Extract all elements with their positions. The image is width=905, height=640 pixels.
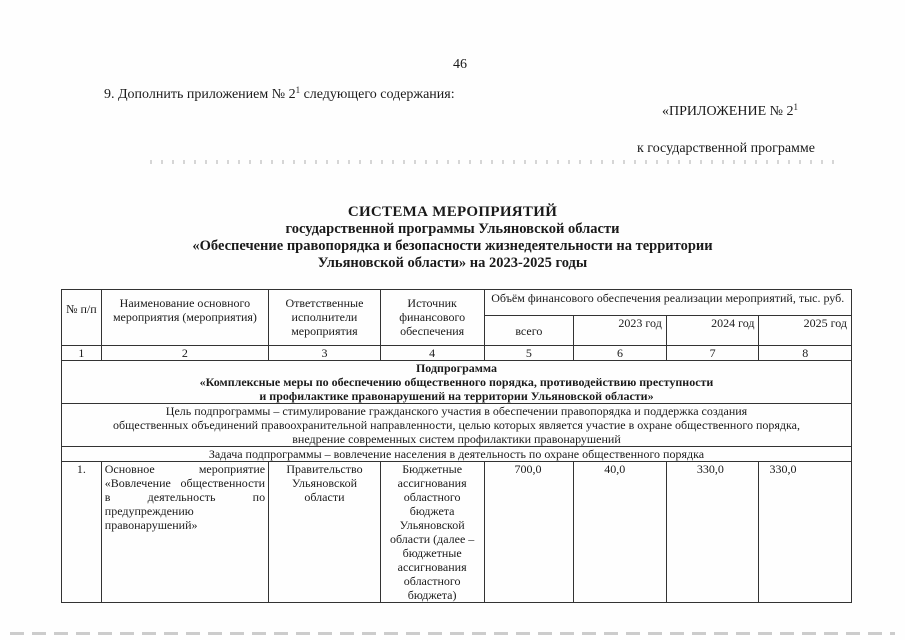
subprogram-goal: Цель подпрограммы – стимулирование гражданского участия в обеспечении правопорядка и поддержка создания общественных объединений правоохранительной направленности, целью которых является участие в охране общественного порядка, внедрение современных систем профилактики правонарушений — [62, 404, 852, 447]
page-number: 46 — [453, 57, 467, 72]
scan-artifact-bottom — [10, 632, 895, 635]
header-responsible: Ответственные исполнители мероприятия — [269, 290, 381, 346]
colnum-1: 1 — [62, 346, 102, 361]
colnum-2: 2 — [101, 346, 268, 361]
row-num: 1. — [62, 462, 102, 603]
measures-table — [61, 289, 852, 603]
colnum-5: 5 — [484, 346, 574, 361]
header-name: Наименование основного мероприятия (мероприятия) — [101, 290, 268, 346]
goal-row — [62, 404, 852, 447]
row-source: Бюджетные ассигнования областного бюджета Ульяновской области (далее – бюджетные ассигнования областного бюджета) — [380, 462, 484, 603]
appendix-label: «ПРИЛОЖЕНИЕ № $2^1$ — [662, 102, 798, 119]
header-2024: 2024 год — [666, 316, 759, 346]
table-row — [62, 462, 852, 603]
document-title: СИСТЕМА МЕРОПРИЯТИЙ государственной программы Ульяновской области «Обеспечение правопорядка и безопасности жизнедеятельности на территории Ульяновской области» на 2023-2025 годы — [192, 204, 713, 271]
scan-artifact — [150, 160, 840, 164]
task-row — [62, 447, 852, 462]
row-2025: 330,0 — [759, 462, 852, 603]
subprogram-title: Подпрограмма «Комплексные меры по обеспечению общественного порядка, противодействию преступности и профилактике правонарушений на территории Ульяновской области» — [62, 361, 852, 404]
subprogram-task: Задача подпрограммы – вовлечение населения в деятельность по охране общественного порядка — [62, 447, 852, 462]
colnum-7: 7 — [666, 346, 759, 361]
header-source: Источник финансового обеспечения — [380, 290, 484, 346]
appendix-subtitle: к государственной программе — [637, 141, 815, 156]
header-financing: Объём финансового обеспечения реализации мероприятий, тыс. руб. — [484, 290, 852, 316]
header-num: № п/п — [62, 290, 102, 346]
row-name: Основное мероприятие «Вовлечение общественности в деятельность по предупреждению правонарушений» — [101, 462, 268, 603]
colnum-8: 8 — [759, 346, 852, 361]
row-2023: 40,0 — [574, 462, 667, 603]
header-total: всего — [484, 316, 574, 346]
colnum-4: 4 — [380, 346, 484, 361]
colnum-3: 3 — [269, 346, 381, 361]
subprogram-row — [62, 361, 852, 404]
instruction-text: 9. Дополнить приложением № $2^1$ следующего содержания: — [104, 85, 455, 102]
row-total: 700,0 — [484, 462, 574, 603]
row-responsible: Правительство Ульяновской области — [269, 462, 381, 603]
column-numbers-row — [62, 346, 852, 361]
row-2024: 330,0 — [666, 462, 759, 603]
header-row — [62, 290, 852, 316]
header-2023: 2023 год — [574, 316, 667, 346]
header-2025: 2025 год — [759, 316, 852, 346]
colnum-6: 6 — [574, 346, 667, 361]
